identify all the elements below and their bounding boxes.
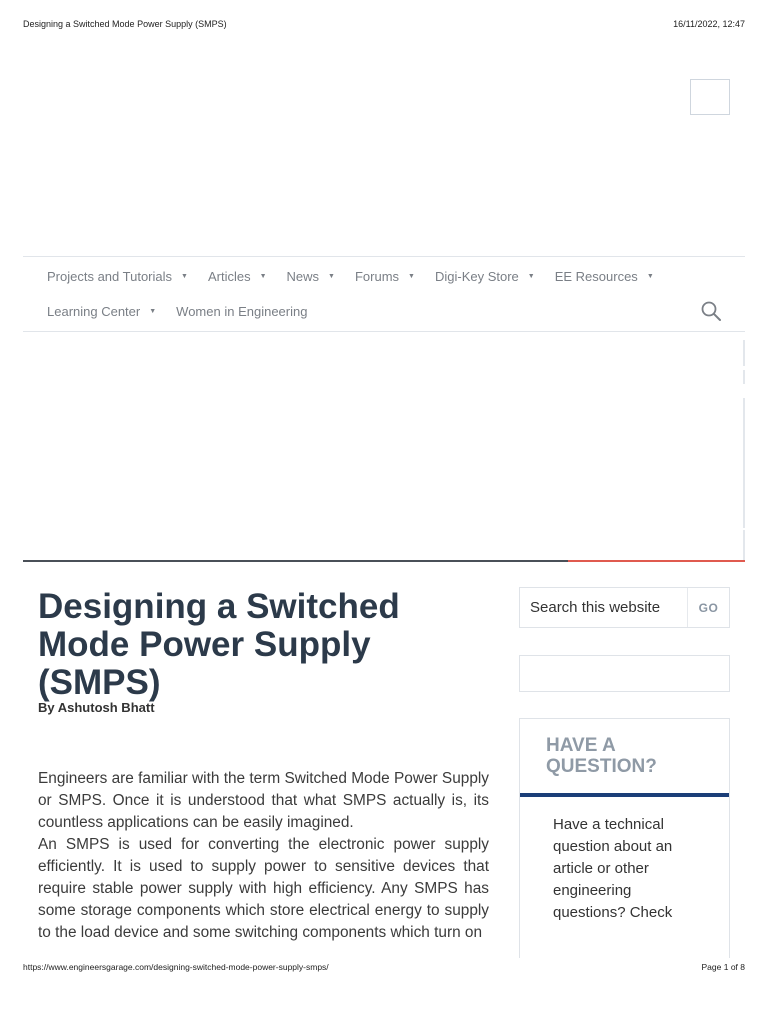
nav-item-ee-resources[interactable] <box>555 269 654 284</box>
question-card-body: Have a technical question about an article or other engineering questions? Check <box>553 816 673 921</box>
caret-down-icon: ▼ <box>646 272 654 280</box>
caret-down-icon: ▼ <box>149 307 157 315</box>
print-footer <box>23 962 745 974</box>
print-header-datetime: 16/11/2022, 12:47 <box>673 19 745 29</box>
caret-down-icon: ▼ <box>328 272 335 280</box>
nav-item-label: Learning Center <box>47 303 141 319</box>
sidebar-search-input[interactable] <box>520 588 688 627</box>
article-byline: By Ashutosh Bhatt <box>38 700 155 715</box>
page-title: Designing a Switched Mode Power Supply (SMPS) <box>38 587 400 702</box>
print-header <box>23 19 745 33</box>
main-navigation <box>23 256 745 332</box>
caret-down-icon: ▼ <box>259 272 267 280</box>
sidebar-search-form <box>519 587 730 628</box>
print-header-title: Designing a Switched Mode Power Supply (SMPS) <box>23 19 227 29</box>
nav-item-label: News <box>286 268 320 284</box>
nav-item-news[interactable] <box>287 269 335 284</box>
advertisement-area <box>23 332 745 561</box>
nav-row-secondary <box>47 301 327 321</box>
ad-frame-edge <box>743 340 745 561</box>
nav-item-forums[interactable] <box>355 269 415 284</box>
sidebar-search-button[interactable]: GO <box>688 588 729 627</box>
sidebar-widget-empty <box>519 655 730 692</box>
search-icon[interactable] <box>701 301 721 321</box>
article-paragraph: Engineers are familiar with the term Switched Mode Power Supply or SMPS. Once it is understood that what SMPS actually is, its countless applications can be easily imagined. <box>38 770 489 831</box>
nav-row-primary <box>47 266 674 286</box>
caret-down-icon: ▼ <box>408 272 415 280</box>
article-paragraph: An SMPS is used for converting the electronic power supply efficiently. It is used to supply power to sensitive devices that require stable power supply with high efficiency. Any SMPS has some storage components which store electrical energy to supply to the load device and some switching components which turn on <box>38 836 489 941</box>
caret-down-icon: ▼ <box>527 272 535 280</box>
nav-item-label: Forums <box>354 268 400 284</box>
print-footer-page: Page 1 of 8 <box>701 962 745 972</box>
nav-item-projects-and-tutorials[interactable] <box>47 269 188 284</box>
nav-item-label: EE Resources <box>554 268 638 284</box>
header-widget-box[interactable] <box>690 79 730 115</box>
question-card-divider <box>520 793 729 797</box>
nav-item-label: Digi-Key Store <box>434 268 519 284</box>
section-divider <box>23 560 745 562</box>
question-card-heading: HAVE A QUESTION? <box>546 735 657 777</box>
article-body <box>38 768 489 944</box>
nav-item-label: Projects and Tutorials <box>47 268 173 284</box>
nav-item-label: Women in Engineering <box>176 303 308 319</box>
have-a-question-card <box>519 718 730 958</box>
nav-item-digi-key-store[interactable] <box>435 269 535 284</box>
nav-item-learning-center[interactable] <box>47 304 156 319</box>
nav-item-label: Articles <box>207 268 251 284</box>
print-footer-url[interactable]: https://www.engineersgarage.com/designing-switched-mode-power-supply-smps/ <box>23 962 329 972</box>
caret-down-icon: ▼ <box>181 272 188 280</box>
nav-item-articles[interactable] <box>208 269 267 284</box>
nav-item-women-in-engineering[interactable] <box>176 304 307 319</box>
